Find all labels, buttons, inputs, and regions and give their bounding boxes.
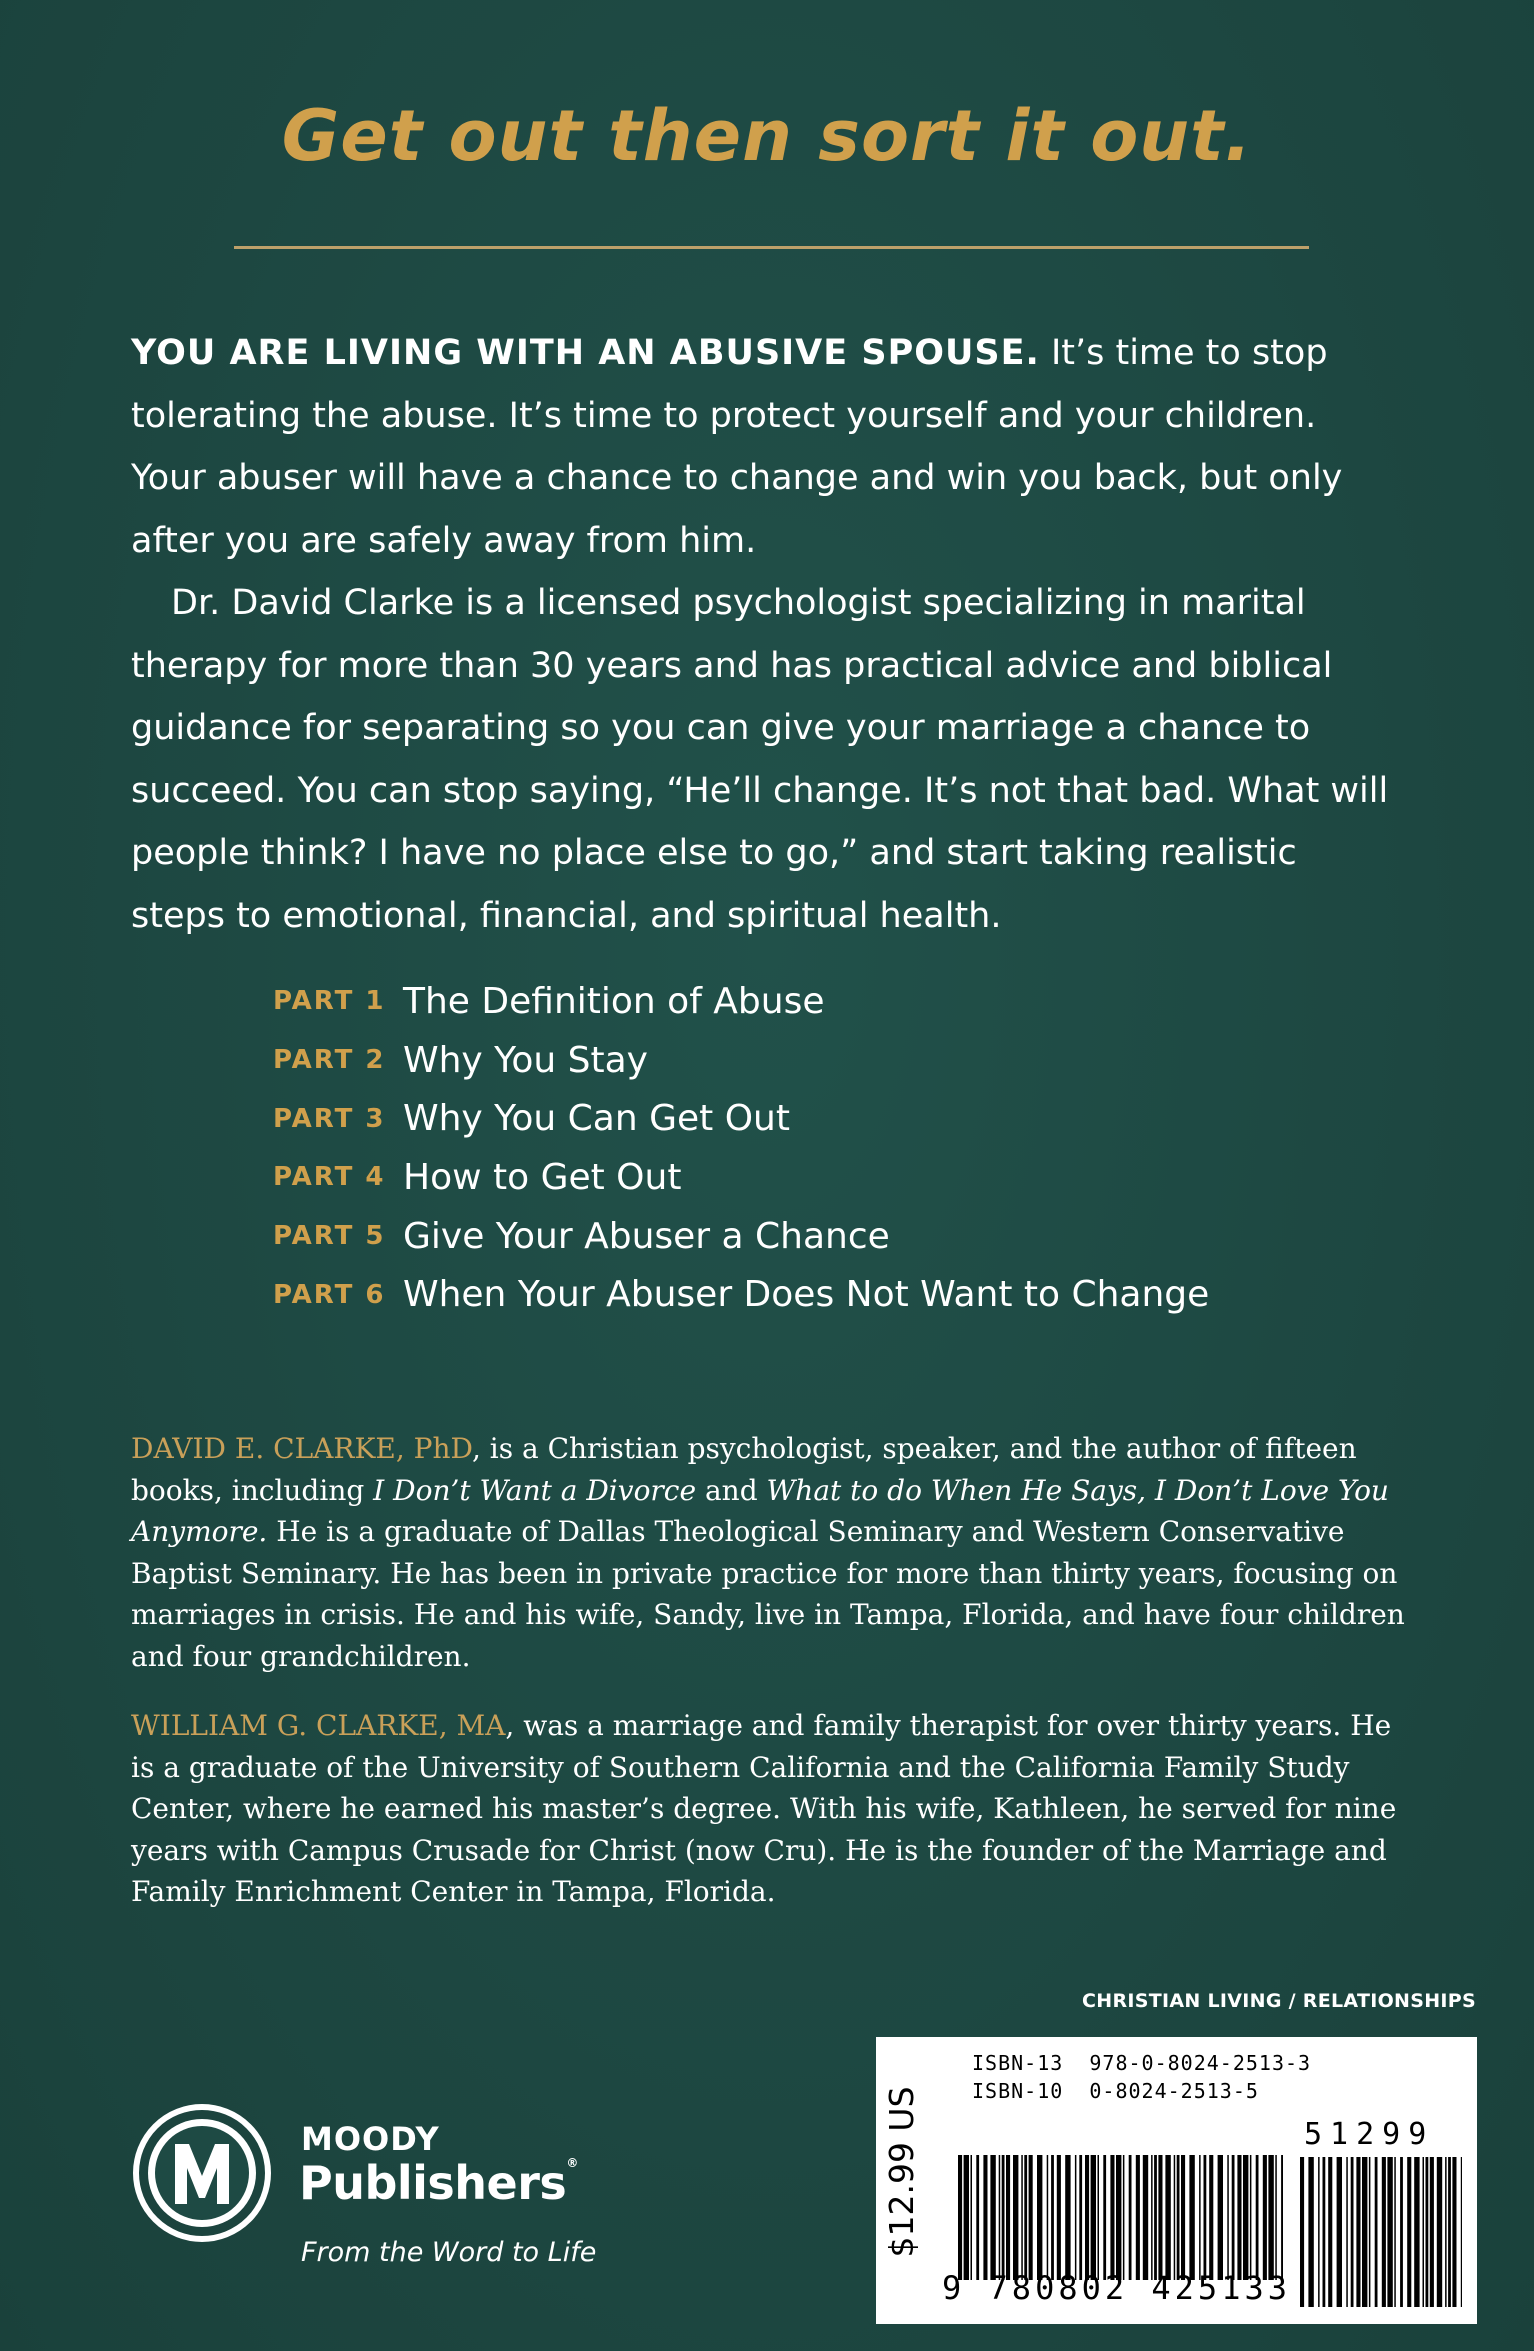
blurb-paragraph-2: Dr. David Clarke is a licensed psychologist specializing in marital therapy for more than 30 years and has practical advice and biblical guidance for separating so you can give your marriage a chance to succeed. You can stop saying, “He’ll change. It’s not that bad. What will people think? I have no place else to go,” and start taking realistic steps to emotional, financial, and spiritual health.	[131, 583, 1389, 936]
part-title: How to Get Out	[403, 1156, 682, 1198]
barcode-addon-icon	[1300, 2157, 1462, 2307]
part-item	[273, 1148, 1273, 1207]
registered-mark-icon: ®	[566, 2156, 578, 2170]
book-title: I Don’t Want a Divorce	[373, 1473, 697, 1507]
bio-text: He is a graduate of Dallas Theological Seminary and Western Conservative Baptist Seminary. He has been in private practice for more than thirty years, focusing on marriages in crisis. He and his wife, Sandy, live in Tampa, Florida, and have four children and four grandchildren.	[131, 1515, 1405, 1673]
publisher-logo	[129, 2100, 599, 2300]
publisher-name-text: Publishers	[299, 2156, 567, 2210]
part-label: PART 3	[273, 1103, 386, 1134]
author-bio-david	[131, 1428, 1406, 1677]
part-item	[273, 1265, 1273, 1324]
blurb-paragraph-1	[131, 322, 1391, 572]
barcode-ean-icon	[958, 2155, 1283, 2280]
category-label: CHRISTIAN LIVING / RELATIONSHIPS	[1082, 1990, 1476, 2012]
part-item	[273, 1207, 1273, 1266]
part-title: Why You Stay	[403, 1039, 648, 1081]
part-label: PART 2	[273, 1045, 386, 1076]
author-bio-william	[131, 1705, 1406, 1913]
part-label: PART 5	[273, 1221, 386, 1252]
isbn-13: ISBN-13 978-0-8024-2513-3	[972, 2051, 1312, 2075]
publisher-name-line2	[299, 2156, 578, 2210]
bio-text: , is a Christian psychologist, speaker, and the author of fifteen books, including	[131, 1432, 1357, 1507]
part-item	[273, 972, 1273, 1031]
part-item	[273, 1031, 1273, 1090]
addon-digits: 51299	[1304, 2117, 1435, 2152]
tagline: Get out then sort it out.	[281, 95, 1253, 177]
blurb-lead: YOU ARE LIVING WITH AN ABUSIVE SPOUSE.	[131, 333, 1040, 373]
part-item	[273, 1089, 1273, 1148]
part-title: Why You Can Get Out	[403, 1098, 790, 1140]
part-title: Give Your Abuser a Chance	[403, 1215, 890, 1257]
blurb-paragraph-1-text: It’s time to stop tolerating the abuse. It’s time to protect yourself and your children. Your abuser will have a chance to change and win you back, but only after you are safely away from him.	[131, 333, 1343, 561]
price: $12.99 US	[882, 2086, 921, 2258]
part-label: PART 4	[273, 1162, 386, 1193]
publisher-name-line1: MOODY	[301, 2120, 440, 2158]
moody-emblem-icon	[129, 2100, 279, 2250]
book-title: What to do When He Says, I Don’t Love You Anymore.	[131, 1473, 1389, 1548]
publisher-slogan: From the Word to Life	[301, 2237, 597, 2268]
author-name-david: DAVID E. CLARKE, PhD	[131, 1432, 472, 1465]
part-label: PART 6	[273, 1279, 386, 1310]
isbn-10: ISBN-10 0-8024-2513-5	[972, 2079, 1259, 2103]
bio-text: and	[696, 1473, 767, 1507]
parts-list	[273, 972, 1273, 1324]
divider-rule	[234, 246, 1309, 249]
bio-text: , was a marriage and family therapist for over thirty years. He is a graduate of the University of Southern California and the California Family Study Center, where he earned his master’s degree. With his wife, Kathleen, he served for nine years with Campus Crusade for Christ (now Cru). He is the founder of the Marriage and Family Enrichment Center in Tampa, Florida.	[131, 1709, 1397, 1908]
ean-digits: 9 780802 425133	[942, 2269, 1291, 2307]
author-name-william: WILLIAM G. CLARKE, MA	[131, 1709, 506, 1742]
blurb	[131, 322, 1391, 947]
author-bios	[131, 1428, 1406, 1941]
part-title: The Definition of Abuse	[403, 980, 825, 1022]
barcode-block	[876, 2037, 1477, 2324]
part-label: PART 1	[273, 986, 386, 1017]
part-title: When Your Abuser Does Not Want to Change	[403, 1274, 1210, 1316]
